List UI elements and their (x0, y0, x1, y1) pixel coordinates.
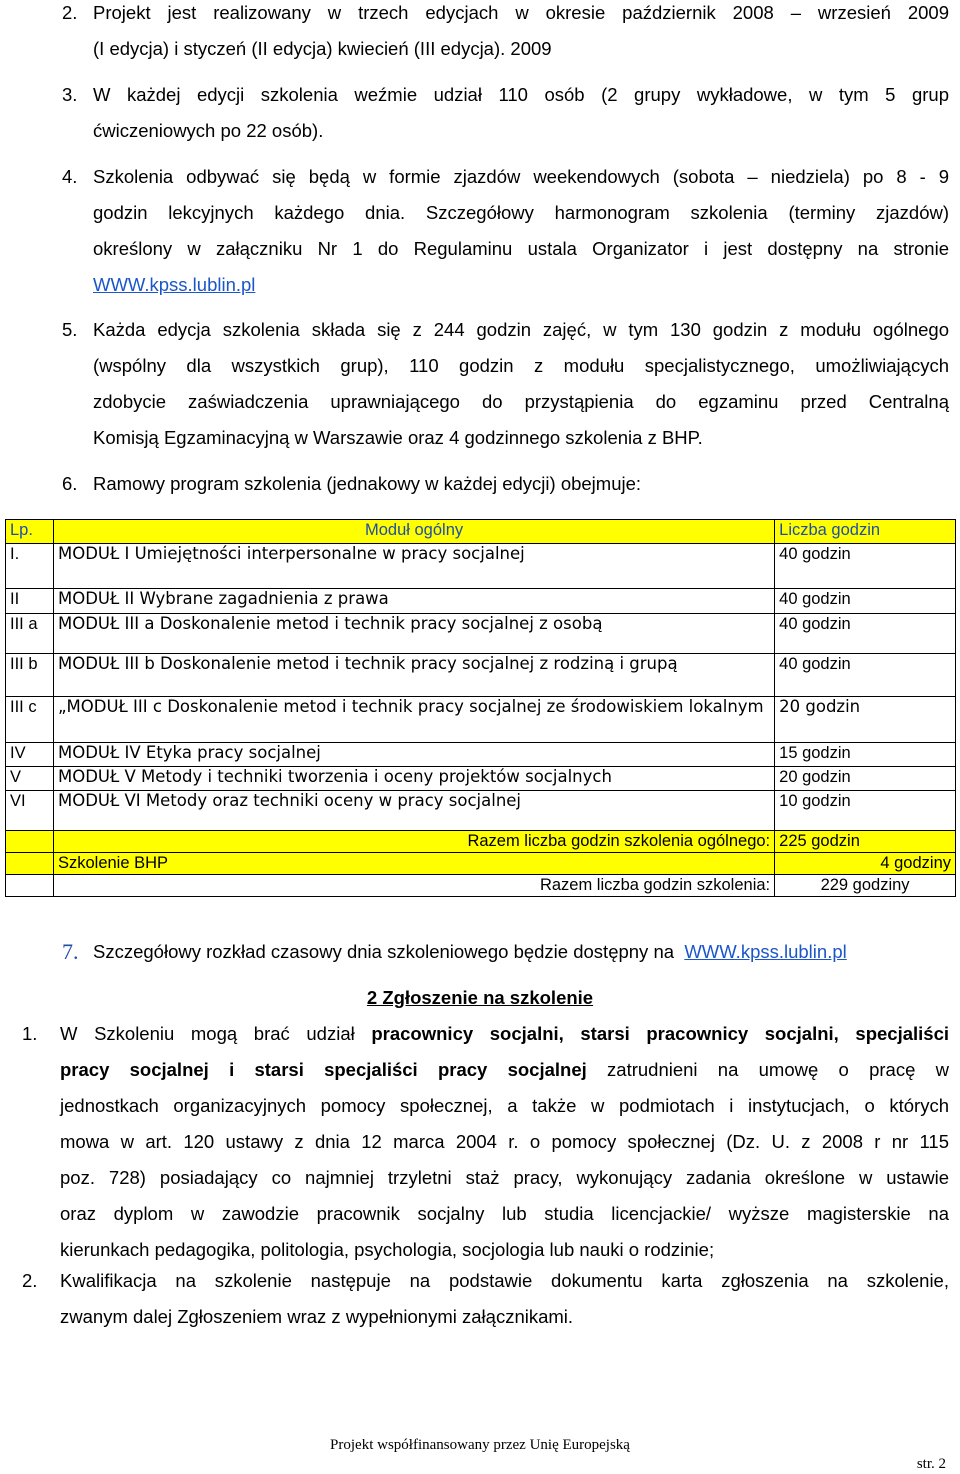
item-number: 6. (62, 473, 78, 494)
item-number: 7. (62, 939, 79, 964)
summary-total-value: 229 godziny (775, 875, 956, 897)
cell-lp: III b (6, 654, 54, 697)
list-item (93, 934, 953, 970)
summary-total-label: Razem liczba godzin szkolenia: (53, 875, 774, 897)
item-number: 5. (62, 319, 78, 340)
item-line: Szkolenia odbywać się będą w formie zjazdów weekendowych (sobota – niedziela) po 8 - 9 (93, 166, 949, 187)
item-number: 2. (22, 1270, 38, 1291)
table-row (6, 791, 956, 831)
list-item (93, 77, 949, 149)
page-number: str. 2 (916, 1456, 946, 1472)
summary-row-bhp (6, 853, 956, 875)
summary-bhp-label: Szkolenie BHP (53, 853, 774, 875)
item-bold-text: pracownicy socjalni, starsi pracownicy socjalni, specjaliści (371, 1023, 950, 1044)
list-item (93, 466, 949, 502)
cell-module: „MODUŁ III c Doskonalenie metod i technik pracy socjalnej ze środowiskiem lokalnym (53, 697, 774, 743)
summary-general-label: Razem liczba godzin szkolenia ogólnego: (53, 831, 774, 853)
item-line: zwanym dalej Zgłoszeniem wraz z wypełnionymi załącznikami. (60, 1306, 574, 1327)
table-row (6, 654, 956, 697)
item-line: jednostkach organizacyjnych pomocy społecznej, a także w podmiotach i instytucjach, o których (60, 1095, 949, 1116)
item-line: poz. 728) posiadający co najmniej trzyletni staż pracy, wykonujący zadania określone w ustawie (60, 1167, 949, 1188)
item-bold-text: pracy socjalnej i starsi specjaliści pracy socjalnej (60, 1059, 587, 1080)
cell-hours: 10 godzin (775, 791, 956, 831)
cell-lp: IV (6, 743, 54, 767)
table-row (6, 614, 956, 654)
cell-module: MODUŁ IV Etyka pracy socjalnej (53, 743, 774, 767)
header-module: Moduł ogólny (53, 520, 774, 544)
cell-hours: 40 godzin (775, 544, 956, 589)
table-row (6, 544, 956, 589)
item-line: Kwalifikacja na szkolenie następuje na podstawie dokumentu karta zgłoszenia na szkolenie, (60, 1270, 949, 1291)
item-line: kierunkach pedagogika, politologia, psychologia, socjologia lub nauki o rodzinie; (60, 1239, 715, 1260)
cell-hours: 15 godzin (775, 743, 956, 767)
item-line: godzin lekcyjnych każdego dnia. Szczegółowy harmonogram szkolenia (terminy zjazdów) (93, 202, 949, 223)
list-item (60, 1016, 949, 1268)
cell-hours: 20 godzin (775, 767, 956, 791)
cell-module: MODUŁ II Wybrane zagadnienia z prawa (53, 589, 774, 614)
item-line: zdobycie zaświadczenia uprawniającego do przystąpienia do egzaminu przed Centralną (93, 391, 949, 412)
item-line: Każda edycja szkolenia składa się z 244 godzin zajęć, w tym 130 godzin z modułu ogólnego (93, 319, 949, 340)
item-line: (wspólny dla wszystkich grup), 110 godzin z modułu specjalistycznego, umożliwiających (93, 355, 949, 376)
list-item (93, 159, 949, 303)
list-item (93, 0, 949, 67)
program-table (5, 519, 956, 897)
item-number: 1. (22, 1023, 38, 1044)
website-link[interactable]: WWW.kpss.lublin.pl (93, 274, 256, 295)
item-line: mowa w art. 120 ustawy z dnia 12 marca 2004 r. o pomocy społecznej (Dz. U. z 2008 r nr 115 (60, 1131, 949, 1152)
summary-empty (6, 831, 54, 853)
cell-lp: III a (6, 614, 54, 654)
cell-hours: 40 godzin (775, 654, 956, 697)
cell-module: MODUŁ VI Metody oraz techniki oceny w pracy socjalnej (53, 791, 774, 831)
cell-hours: 40 godzin (775, 614, 956, 654)
item-line: ćwiczeniowych po 22 osób). (93, 120, 324, 141)
item-number: 2. (62, 2, 78, 23)
item-line: W każdej edycji szkolenia weźmie udział 110 osób (2 grupy wykładowe, w tym 5 grup (93, 84, 949, 105)
cell-lp: V (6, 767, 54, 791)
website-link[interactable]: WWW.kpss.lublin.pl (684, 941, 847, 962)
header-lp: Lp. (6, 520, 54, 544)
cell-module: MODUŁ III b Doskonalenie metod i technik pracy socjalnej z rodziną i grupą (53, 654, 774, 697)
cell-module: MODUŁ V Metody i techniki tworzenia i oceny projektów socjalnych (53, 767, 774, 791)
list-item (93, 312, 949, 456)
cell-lp: II (6, 589, 54, 614)
item-text: W Szkoleniu mogą brać udział (60, 1023, 355, 1044)
item-line: Projekt jest realizowany w trzech edycjach w okresie październik 2008 – wrzesień 2009 (93, 2, 949, 23)
cell-lp: III c (6, 697, 54, 743)
list-item (60, 1263, 949, 1335)
item-line: oraz dyplom w zawodzie pracownik socjalny lub studia licencjackie/ wyższe magisterskie na (60, 1203, 949, 1224)
item-line: (I edycja) i styczeń (II edycja) kwiecień (III edycja). 2009 (93, 38, 552, 59)
item-number: 4. (62, 166, 78, 187)
section-heading-text: 2 Zgłoszenie na szkolenie (366, 987, 594, 1008)
item-text: Szczegółowy rozkład czasowy dnia szkoleniowego będzie dostępny na (93, 941, 675, 962)
cell-module: MODUŁ III a Doskonalenie metod i technik pracy socjalnej z osobą (53, 614, 774, 654)
cell-hours: 20 godzin (775, 697, 956, 743)
item-text: zatrudnieni na umowę o pracę w (607, 1059, 949, 1080)
cell-lp: VI (6, 791, 54, 831)
summary-bhp-value: 4 godziny (775, 853, 956, 875)
footer-text: Projekt współfinansowany przez Unię Europejską (330, 1437, 630, 1453)
table-header-row (6, 520, 956, 544)
cell-lp: I. (6, 544, 54, 589)
section-heading (0, 980, 960, 1016)
summary-row-total (6, 875, 956, 897)
cell-module: MODUŁ I Umiejętności interpersonalne w pracy socjalnej (53, 544, 774, 589)
item-line: Ramowy program szkolenia (jednakowy w każdej edycji) obejmuje: (93, 473, 642, 494)
item-line: określony w załączniku Nr 1 do Regulaminu ustala Organizator i jest dostępny na stronie (93, 238, 949, 259)
summary-general-value: 225 godzin (775, 831, 956, 853)
header-hours: Liczba godzin (775, 520, 956, 544)
item-line: Komisją Egzaminacyjną w Warszawie oraz 4 godzinnego szkolenia z BHP. (93, 427, 703, 448)
summary-empty (6, 875, 54, 897)
cell-hours: 40 godzin (775, 589, 956, 614)
table-row (6, 697, 956, 743)
summary-empty (6, 853, 54, 875)
table-row (6, 767, 956, 791)
item-number: 3. (62, 84, 78, 105)
table-row (6, 743, 956, 767)
summary-row-general (6, 831, 956, 853)
table-row (6, 589, 956, 614)
